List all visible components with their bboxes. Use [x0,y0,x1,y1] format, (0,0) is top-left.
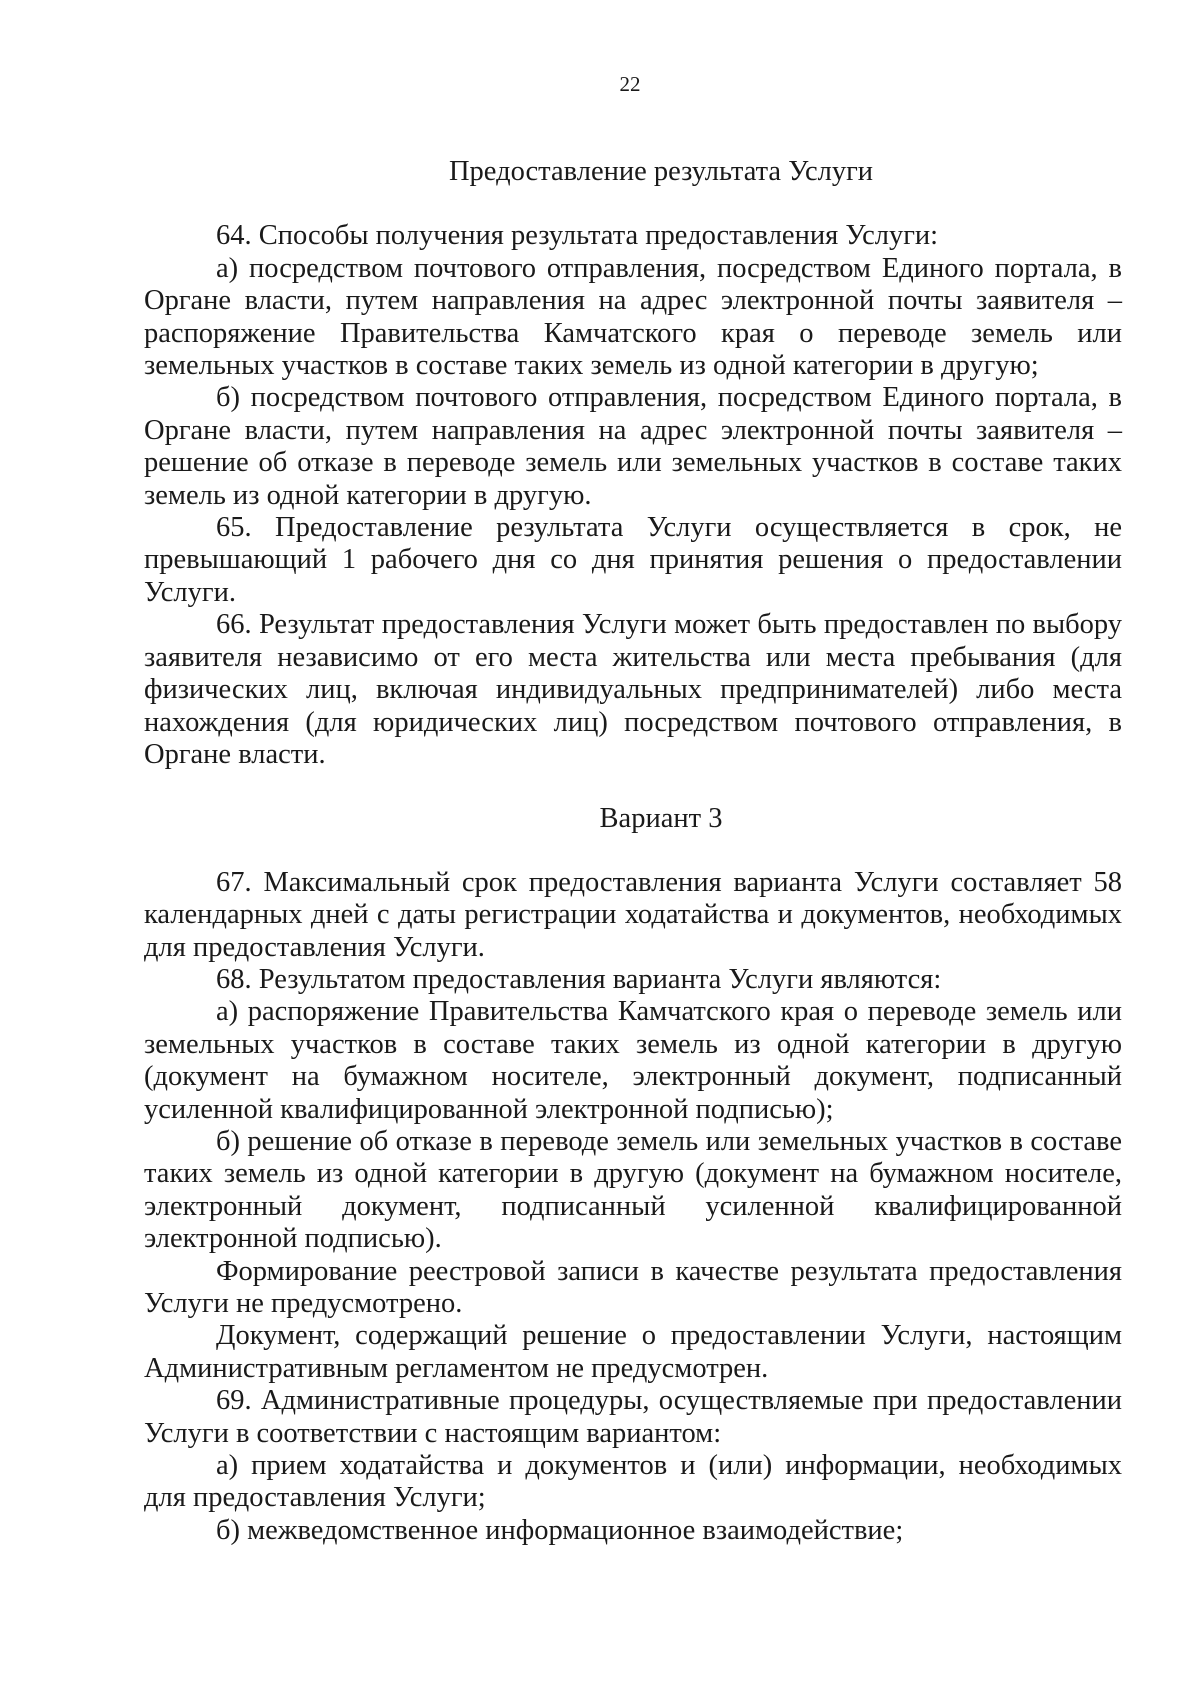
paragraph-65: 65. Предоставление результата Услуги осуществляется в срок, не превышающий 1 рабочего дня со дня принятия решения о предоставлении Услуги. [144,512,1122,608]
paragraph-69: 69. Административные процедуры, осуществляемые при предоставлении Услуги в соответствии с настоящим вариантом: [144,1385,1122,1449]
paragraph-66: 66. Результат предоставления Услуги может быть предоставлен по выбору заявителя независимо от его места жительства или места пребывания (для физических лиц, включая индивидуальных предпринимателей) либо места нахождения (для юридических лиц) посредством почтового отправления, в Органе власти. [144,609,1122,770]
paragraph-69-b: б) межведомственное информационное взаимодействие; [216,1514,904,1546]
section-heading-result: Предоставление результата Услуги [448,156,874,187]
section-heading-variant-3: Вариант 3 [599,803,723,835]
paragraph-decision-document: Документ, содержащий решение о предоставлении Услуги, настоящим Административным регламентом не предусмотрен. [144,1320,1122,1384]
paragraph-64-b: б) посредством почтового отправления, посредством Единого портала, в Органе власти, путем направления на адрес электронной почты заявителя – решение об отказе в переводе земель или земельных участков в составе таких земель из одной категории в другую. [144,382,1122,511]
paragraph-68: 68. Результатом предоставления варианта Услуги являются: [216,963,942,995]
paragraph-68-b: б) решение об отказе в переводе земель или земельных участков в составе таких земель из одной категории в другую (документ на бумажном носителе, электронный документ, подписанный усиленной квалифицированной электронной подписью). [144,1125,1122,1255]
page-number: 22 [619,72,641,96]
paragraph-68-a: а) распоряжение Правительства Камчатского края о переводе земель или земельных участков в составе таких земель из одной категории в другую (документ на бумажном носителе, электронный документ, подписанный усиленной квалифицированной электронной подписью); [144,996,1122,1125]
paragraph-69-a: а) прием ходатайства и документов и (или) информации, необходимых для предоставления Услуги; [144,1450,1122,1514]
paragraph-64-a: а) посредством почтового отправления, посредством Единого портала, в Органе власти, путем направления на адрес электронной почты заявителя – распоряжение Правительства Камчатского края о переводе земель или земельных участков в составе таких земель из одной категории в другую; [144,252,1122,382]
paragraph-64: 64. Способы получения результата предоставления Услуги: [216,220,939,252]
paragraph-67: 67. Максимальный срок предоставления варианта Услуги составляет 58 календарных дней с даты регистрации ходатайства и документов, необходимых для предоставления Услуги. [144,866,1122,963]
document-body [144,156,1122,1547]
paragraph-registry-record: Формирование реестровой записи в качестве результата предоставления Услуги не предусмотрено. [144,1255,1122,1319]
